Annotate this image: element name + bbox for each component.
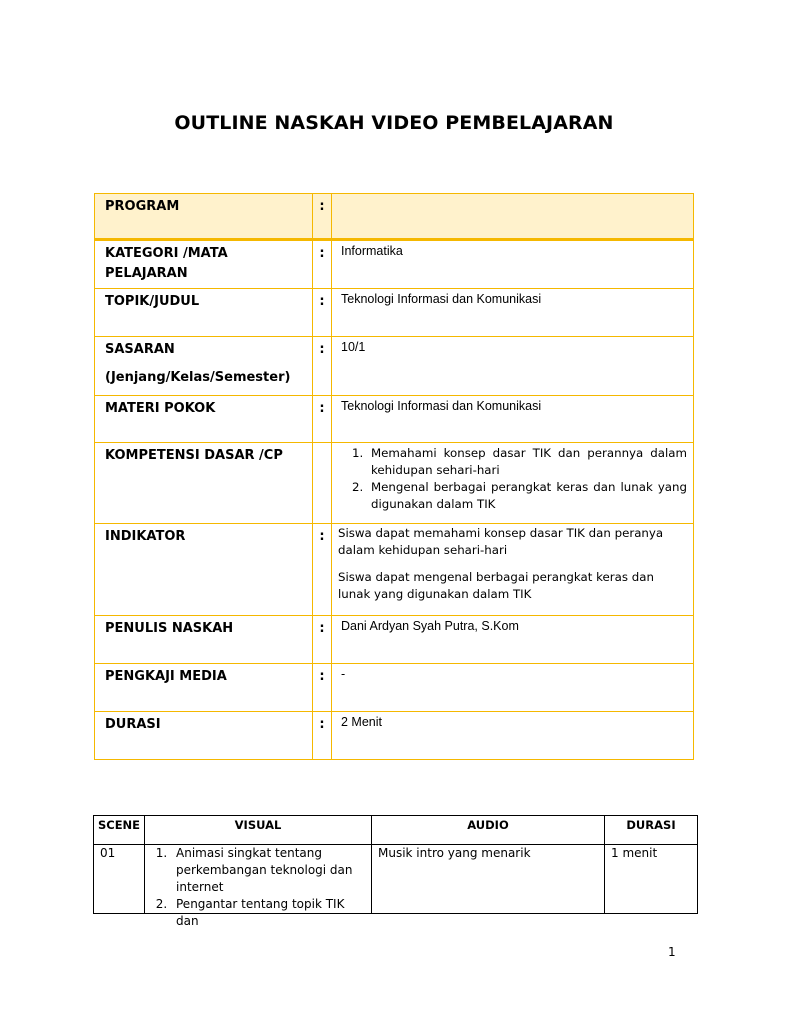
audio-text: Musik intro yang menarik bbox=[378, 846, 531, 860]
list-item: 1. Animasi singkat tentang perkembangan teknologi dan internet bbox=[171, 845, 365, 896]
visual-cell bbox=[145, 845, 372, 928]
info-label: PROGRAM bbox=[95, 194, 313, 240]
info-label-line2: (Jenjang/Kelas/Semester) bbox=[105, 370, 291, 385]
durasi-header: DURASI bbox=[605, 816, 698, 845]
info-colon bbox=[313, 443, 332, 524]
list-item: 1. Memahami konsep dasar TIK dan perannya dalam kehidupan sehari-hari bbox=[367, 445, 687, 479]
scene-header: SCENE bbox=[94, 816, 145, 845]
document-title: OUTLINE NASKAH VIDEO PEMBELAJARAN bbox=[174, 112, 614, 134]
info-value bbox=[332, 524, 694, 616]
visual-list bbox=[151, 845, 365, 930]
list-item: 2. Pengantar tentang topik TIK dan bbox=[171, 896, 365, 930]
info-value: Teknologi Informasi dan Komunikasi bbox=[332, 289, 694, 337]
info-table bbox=[94, 193, 694, 760]
info-row-kompetensi bbox=[95, 443, 694, 524]
info-row-pengkaji bbox=[95, 664, 694, 712]
info-colon: : bbox=[313, 289, 332, 337]
info-colon: : bbox=[313, 524, 332, 616]
info-value: - bbox=[332, 664, 694, 712]
info-value: 2 Menit bbox=[332, 712, 694, 760]
info-label: INDIKATOR bbox=[95, 524, 313, 616]
scene-table bbox=[93, 815, 698, 928]
scene-number: 01 bbox=[100, 846, 116, 860]
info-row-indikator bbox=[95, 524, 694, 616]
info-row-penulis bbox=[95, 616, 694, 664]
info-label: MATERI POKOK bbox=[95, 396, 313, 443]
info-label-line1: SASARAN bbox=[105, 342, 175, 357]
info-row-kategori bbox=[95, 240, 694, 289]
info-colon: : bbox=[313, 712, 332, 760]
scene-header-row bbox=[94, 816, 698, 845]
durasi-cell bbox=[605, 845, 698, 914]
info-row-program bbox=[95, 194, 694, 240]
info-value: Informatika bbox=[332, 240, 694, 289]
visual-header: VISUAL bbox=[145, 816, 372, 845]
durasi-text: 1 menit bbox=[611, 846, 658, 860]
info-label: PENGKAJI MEDIA bbox=[95, 664, 313, 712]
info-colon: : bbox=[313, 337, 332, 396]
info-label: PENULIS NASKAH bbox=[95, 616, 313, 664]
info-label: TOPIK/JUDUL bbox=[95, 289, 313, 337]
list-item: 2. Mengenal berbagai perangkat keras dan lunak yang digunakan dalam TIK bbox=[367, 479, 687, 513]
info-value: Teknologi Informasi dan Komunikasi bbox=[332, 396, 694, 443]
info-colon: : bbox=[313, 664, 332, 712]
info-label bbox=[95, 337, 313, 396]
info-value bbox=[332, 443, 694, 524]
page-number: 1 bbox=[668, 945, 676, 959]
indikator-paragraph: Siswa dapat mengenal berbagai perangkat keras dan lunak yang digunakan dalam TIK bbox=[338, 570, 654, 601]
info-row-topik bbox=[95, 289, 694, 337]
info-colon: : bbox=[313, 616, 332, 664]
visual-clip bbox=[151, 845, 365, 928]
info-row-sasaran bbox=[95, 337, 694, 396]
info-colon: : bbox=[313, 240, 332, 289]
info-row-materi bbox=[95, 396, 694, 443]
info-value bbox=[332, 194, 694, 240]
info-label: DURASI bbox=[95, 712, 313, 760]
info-colon: : bbox=[313, 194, 332, 240]
audio-cell bbox=[372, 845, 605, 914]
info-label: KOMPETENSI DASAR /CP bbox=[95, 443, 313, 524]
info-value: Dani Ardyan Syah Putra, S.Kom bbox=[332, 616, 694, 664]
info-label: KATEGORI /MATA PELAJARAN bbox=[95, 240, 313, 289]
audio-header: AUDIO bbox=[372, 816, 605, 845]
scene-cell bbox=[94, 845, 145, 914]
info-value: 10/1 bbox=[332, 337, 694, 396]
kompetensi-list bbox=[341, 445, 687, 513]
indikator-paragraph: Siswa dapat memahami konsep dasar TIK dan peranya dalam kehidupan sehari-hari bbox=[338, 526, 664, 557]
info-colon: : bbox=[313, 396, 332, 443]
table-row bbox=[94, 845, 698, 914]
info-row-durasi bbox=[95, 712, 694, 760]
